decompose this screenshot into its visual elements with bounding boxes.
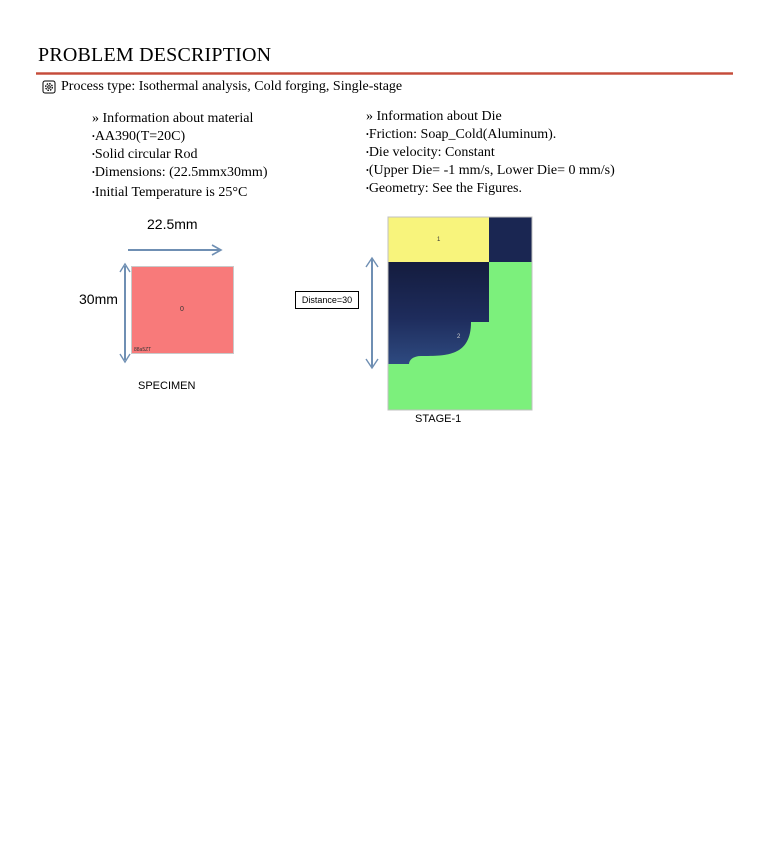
page-title: PROBLEM DESCRIPTION: [38, 44, 272, 66]
bullet: •: [366, 166, 369, 175]
die-heading: » Information about Die: [366, 109, 502, 124]
gear-icon: [42, 80, 56, 94]
die-line: (Upper Die= -1 mm/s, Lower Die= 0 mm/s): [368, 163, 615, 178]
die-line: Die velocity: Constant: [368, 145, 495, 160]
bullet: •: [92, 150, 95, 159]
process-type-line: [42, 79, 402, 95]
bullet: •: [92, 168, 95, 177]
stage-1-diagram: [387, 216, 533, 411]
material-line: Initial Temperature is 25°C: [94, 185, 248, 200]
bullet: •: [92, 132, 95, 141]
specimen-width-label: 22.5mm: [147, 216, 198, 232]
specimen-center-mark: 0: [180, 306, 184, 313]
material-line: Dimensions: (22.5mmx30mm): [94, 165, 268, 180]
material-heading: » Information about material: [92, 111, 254, 126]
die-line: Friction: Soap_Cold(Aluminum).: [368, 127, 557, 142]
specimen-block: [131, 266, 234, 354]
stage-distance-arrow: [364, 255, 380, 373]
stage-caption: STAGE-1: [415, 413, 462, 425]
bullet: •: [92, 188, 95, 197]
body-mark: 2: [457, 334, 461, 340]
bullet: •: [366, 148, 369, 157]
die-line: Geometry: See the Figures.: [368, 181, 522, 196]
material-line: AA390(T=20C): [94, 129, 186, 144]
title-divider: [36, 72, 733, 75]
bullet: •: [366, 130, 369, 139]
upper-die-mark: 1: [437, 237, 441, 243]
die-info: [366, 108, 615, 198]
process-type-text: Process type: Isothermal analysis, Cold forging, Single-stage: [61, 79, 403, 94]
material-info: [92, 110, 267, 202]
distance-label: Distance=30: [301, 295, 353, 305]
material-line: Solid circular Rod: [94, 147, 198, 162]
specimen-width-arrow: [126, 244, 226, 258]
specimen-height-label: 30mm: [79, 291, 118, 307]
distance-label-box: [295, 291, 359, 309]
specimen-caption: SPECIMEN: [138, 380, 196, 392]
bullet: •: [366, 184, 369, 193]
specimen-corner-mark: 88a5ZT: [134, 347, 152, 353]
